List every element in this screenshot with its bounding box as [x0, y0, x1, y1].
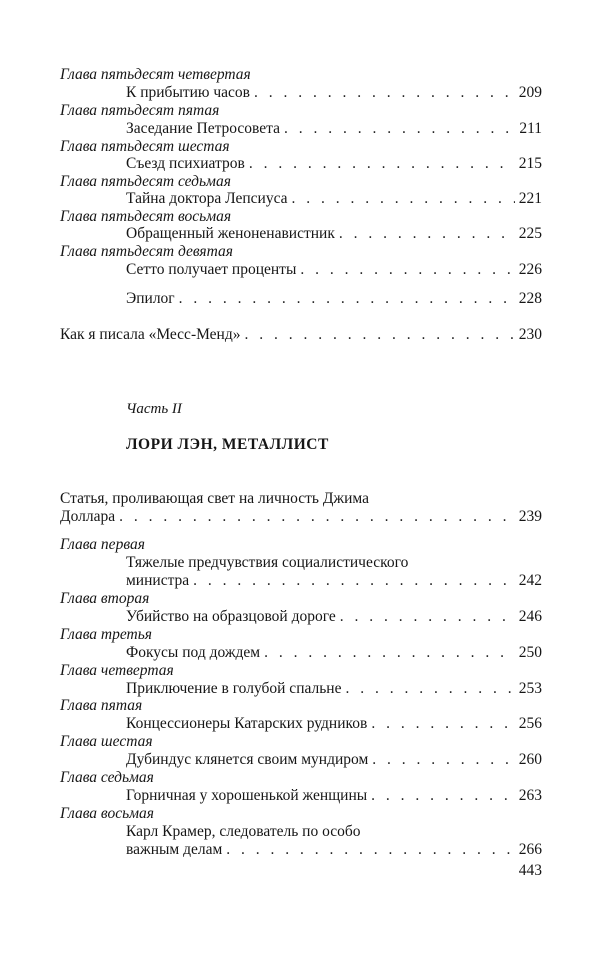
chapter-heading: Глава пятьдесят восьмая [60, 208, 232, 225]
page-number: 228 [518, 290, 542, 307]
toc-entry[interactable] [126, 155, 542, 173]
leader-dots [371, 715, 514, 733]
chapter-heading: Глава восьмая [60, 805, 154, 822]
chapter-heading: Глава шестая [60, 733, 153, 750]
leader-dots [340, 608, 515, 626]
entry-title-line1: Карл Крамер, следователь по особо [126, 823, 361, 840]
toc-entry[interactable] [126, 190, 542, 208]
chapter-heading: Глава пятьдесят шестая [60, 138, 230, 155]
entry-title: Концессионеры Катарских рудников [126, 715, 368, 732]
page-number: 250 [518, 644, 542, 661]
toc-entry-afterword[interactable] [60, 326, 542, 344]
toc-entry[interactable] [126, 644, 542, 662]
part-label: Часть II [126, 401, 182, 417]
entry-title: Фокусы под дождем [126, 644, 261, 661]
leader-dots [264, 644, 515, 662]
toc-entry[interactable] [126, 787, 542, 805]
leader-dots [193, 572, 515, 590]
entry-title: Доллара [60, 508, 116, 525]
leader-dots [119, 508, 515, 526]
entry-title: Горничная у хорошенькой женщины [126, 787, 368, 804]
chapter-heading: Глава пятьдесят девятая [60, 243, 233, 260]
chapter-heading: Глава пятьдесят седьмая [60, 173, 231, 190]
leader-dots [254, 84, 515, 102]
page-number: 253 [518, 680, 542, 697]
leader-dots [372, 751, 514, 769]
page-number: 230 [518, 326, 542, 343]
entry-title: Съезд психиатров [126, 155, 245, 172]
chapter-heading: Глава первая [60, 536, 145, 553]
page-number: 215 [518, 155, 542, 172]
chapter-heading: Глава пятьдесят четвертая [60, 66, 251, 83]
entry-title: Дубиндус клянется своим мундиром [126, 751, 369, 768]
toc-entry[interactable] [126, 680, 542, 698]
entry-title: Сетто получает проценты [126, 261, 297, 278]
page-number: 256 [518, 715, 542, 732]
entry-title: К прибытию часов [126, 84, 250, 101]
page-number: 209 [518, 84, 542, 101]
page-number: 225 [518, 225, 542, 242]
entry-title: Заседание Петросовета [126, 120, 281, 137]
page-number: 246 [518, 608, 542, 625]
entry-title: министра [126, 572, 190, 589]
toc-entry[interactable] [126, 608, 542, 626]
chapter-heading: Глава четвертая [60, 662, 174, 679]
toc-entry-epilogue[interactable] [126, 290, 542, 308]
entry-title: Убийство на образцовой дороге [126, 608, 336, 625]
chapter-heading: Глава вторая [60, 590, 150, 607]
entry-title: Эпилог [126, 290, 175, 307]
page-number: 226 [518, 261, 542, 278]
toc-entry[interactable] [126, 120, 542, 138]
folio-page-number: 443 [518, 862, 542, 879]
toc-entry-intro[interactable] [60, 508, 542, 526]
toc-entry[interactable] [126, 225, 542, 243]
entry-title: Приключение в голубой спальне [126, 680, 342, 697]
page-number: 239 [518, 508, 542, 525]
toc-entry[interactable] [126, 572, 542, 590]
leader-dots [371, 787, 515, 805]
entry-title: Как я писала «Месс-Менд» [60, 326, 241, 343]
leader-dots [345, 680, 514, 698]
toc-entry[interactable] [126, 751, 542, 769]
chapter-heading: Глава третья [60, 626, 153, 643]
page-number: 263 [518, 787, 542, 804]
leader-dots [249, 155, 515, 173]
page-number: 221 [518, 190, 542, 207]
toc-entry[interactable] [126, 715, 542, 733]
part-title: ЛОРИ ЛЭН, МЕТАЛЛИСТ [126, 436, 329, 453]
page-number: 211 [519, 120, 542, 137]
leader-dots [179, 290, 515, 308]
page-number: 242 [518, 572, 542, 589]
leader-dots [339, 225, 515, 243]
leader-dots [300, 261, 514, 279]
page-number: 260 [518, 751, 542, 768]
toc-entry[interactable] [126, 84, 542, 102]
chapter-heading: Глава пятьдесят пятая [60, 102, 220, 119]
leader-dots [245, 326, 515, 344]
entry-title: важным делам [126, 841, 223, 858]
page-number: 266 [518, 841, 542, 858]
chapter-heading: Глава седьмая [60, 769, 154, 786]
leader-dots [292, 190, 515, 208]
toc-entry[interactable] [126, 261, 542, 279]
entry-title: Тайна доктора Лепсиуса [126, 190, 288, 207]
intro-title-line1: Статья, проливающая свет на личность Джима [60, 490, 370, 507]
entry-title: Обращенный женоненавистник [126, 225, 335, 242]
leader-dots [226, 841, 514, 859]
chapter-heading: Глава пятая [60, 697, 143, 714]
leader-dots [284, 120, 515, 138]
entry-title-line1: Тяжелые предчувствия социалистического [126, 554, 409, 571]
toc-entry[interactable] [126, 841, 542, 859]
